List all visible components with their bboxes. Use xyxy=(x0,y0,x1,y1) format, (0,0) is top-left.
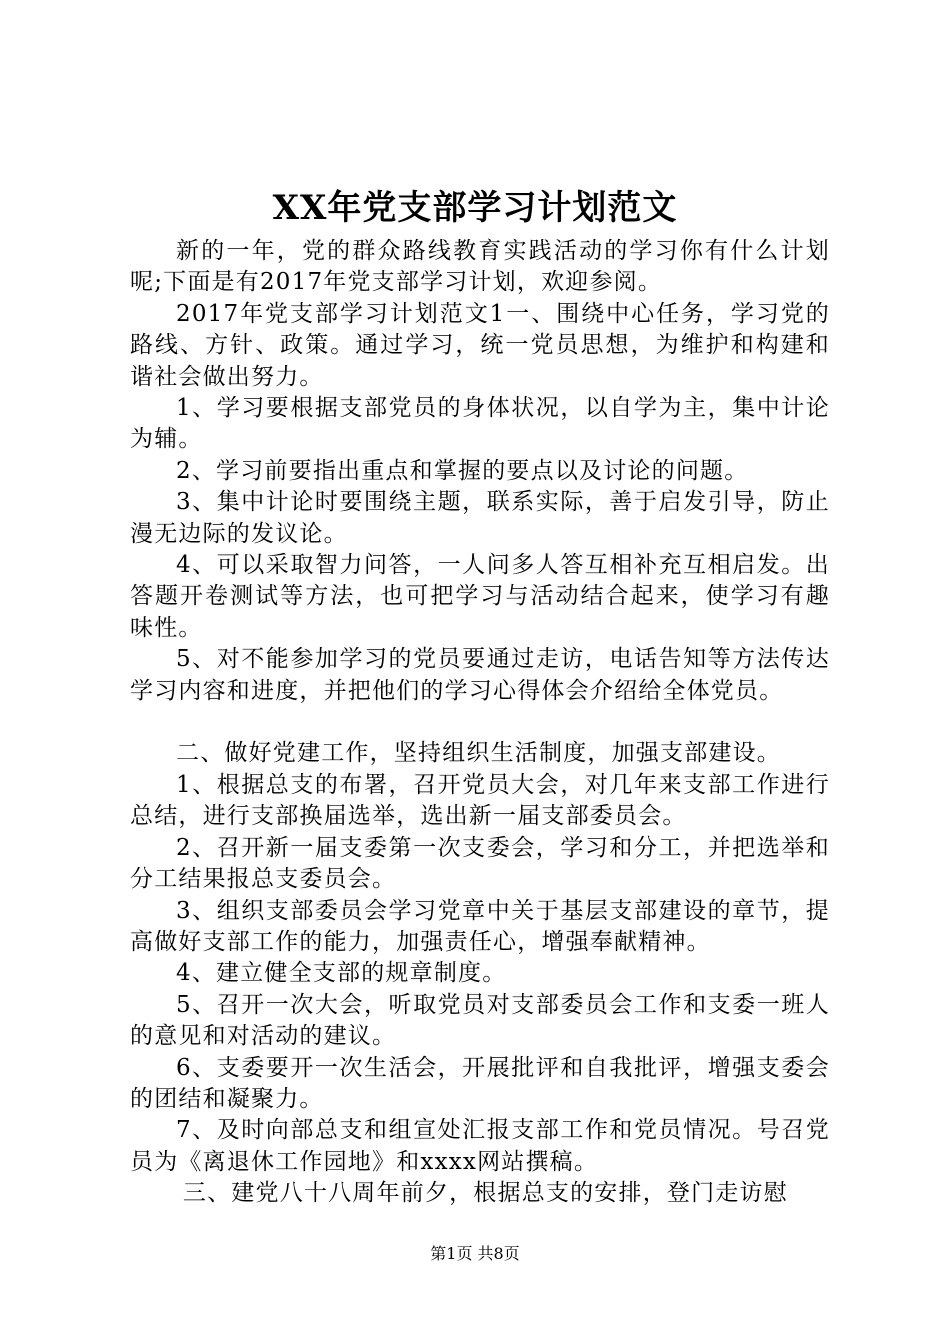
paragraph-item-2-2: 2、召开新一届支委第一次支委会，学习和分工，并把选举和分工结果报总支委员会。 xyxy=(130,834,830,893)
paragraph-item-2-7: 7、及时向部总支和组宣处汇报支部工作和党员情况。号召党员为《离退休工作园地》和xxxx网站撰稿。 xyxy=(130,1117,830,1175)
paragraph-item-2-5: 5、召开一次大会，听取党员对支部委员会工作和支委一班人的意见和对活动的建议。 xyxy=(130,991,830,1050)
page-footer: 第1页 共8页 xyxy=(430,1244,520,1263)
paragraph-section-3: 三、建党八十八周年前夕，根据总支的安排，登门走访慰 xyxy=(182,1180,788,1207)
paragraph-spacer xyxy=(130,707,830,738)
paragraph-item-2-4: 4、建立健全支部的规章制度。 xyxy=(176,960,507,987)
paragraph-section-1: 2017年党支部学习计划范文1一、围绕中心任务，学习党的路线、方针、政策。通过学习，统一党员思想，为维护和构建和谐社会做出努力。 xyxy=(130,300,830,390)
paragraph-item-1-2: 2、学习前要指出重点和掌握的要点以及讨论的问题。 xyxy=(176,457,749,484)
document-body xyxy=(130,236,830,1210)
paragraph-item-1-4: 4、可以采取智力问答，一人问多人答互相补充互相启发。出答题开卷测试等方法，也可把学习与活动结合起来，使学习有趣味性。 xyxy=(130,552,830,641)
paragraph-item-2-1: 1、根据总支的布署，召开党员大会，对几年来支部工作进行总结，进行支部换届选举，选出新一届支部委员会。 xyxy=(130,771,830,830)
paragraph-item-1-5: 5、对不能参加学习的党员要通过走访，电话告知等方法传达学习内容和进度，并把他们的学习心得体会介绍给全体党员。 xyxy=(130,646,830,704)
paragraph-item-2-3: 3、组织支部委员会学习党章中关于基层支部建设的章节，提高做好支部工作的能力，加强责任心，增强奉献精神。 xyxy=(130,897,830,955)
paragraph-item-1-1: 1、学习要根据支部党员的身体状况，以自学为主，集中计论为辅。 xyxy=(130,395,830,453)
document-title: XX年党支部学习计划范文 xyxy=(272,188,678,228)
paragraph-item-2-6: 6、支委要开一次生活会，开展批评和自我批评，增强支委会的团结和凝聚力。 xyxy=(130,1054,830,1112)
paragraph-intro: 新的一年，党的群众路线教育实践活动的学习你有什么计划呢;下面是有2017年党支部学习计划，欢迎参阅。 xyxy=(130,238,830,296)
paragraph-item-1-3: 3、集中计论时要围绕主题，联系实际，善于启发引导，防止漫无边际的发议论。 xyxy=(130,489,830,547)
paragraph-section-2: 二、做好党建工作，坚持组织生活制度，加强支部建设。 xyxy=(176,740,781,767)
